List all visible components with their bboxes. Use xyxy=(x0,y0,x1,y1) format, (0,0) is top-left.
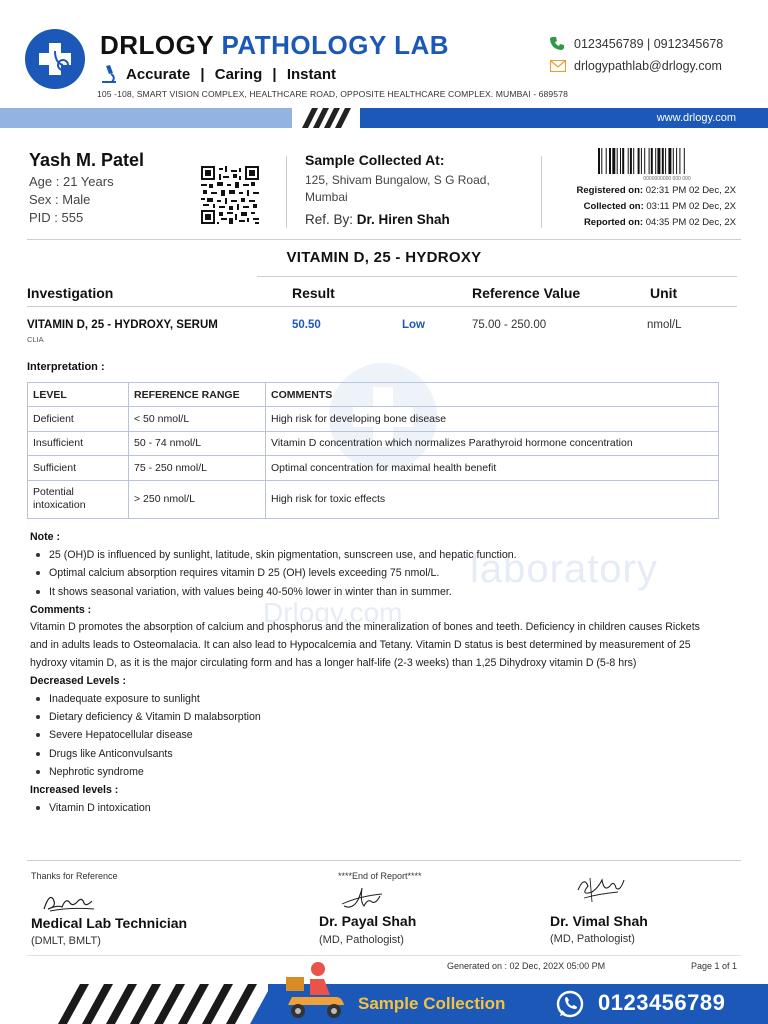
lab-email: drlogypathlab@drlogy.com xyxy=(550,59,722,73)
list-item: 25 (OH)D is influenced by sunlight, latitude, skin pigmentation, sunscreen use, and hepatic function. xyxy=(30,549,720,567)
sample-info xyxy=(305,152,535,227)
col-level: LEVEL xyxy=(28,383,129,407)
footer-stripes xyxy=(0,984,268,1024)
divider xyxy=(27,860,741,861)
test-result: 50.50 xyxy=(292,319,321,331)
page-number: Page 1 of 1 xyxy=(691,961,738,971)
patient-age: Age : 21 Years xyxy=(29,174,114,189)
note-list xyxy=(30,549,720,604)
thanks-text: Thanks for Reference xyxy=(31,871,118,881)
header-investigation: Investigation xyxy=(27,285,114,301)
doctor2-qualification: (MD, Pathologist) xyxy=(550,933,635,945)
lab-name: DRLOGY PATHOLOGY LAB xyxy=(100,30,449,60)
signature-doc2 xyxy=(570,870,632,910)
list-item: It shows seasonal variation, with values being 40-50% lower in winter than in summer. xyxy=(30,586,720,604)
interpretation-title: Interpretation : xyxy=(27,361,105,373)
col-comments: COMMENTS xyxy=(266,383,719,407)
divider xyxy=(286,156,287,228)
barcode-number: 0000000000 000 000 xyxy=(643,176,691,182)
lab-header xyxy=(0,0,768,108)
doctor1-qualification: (MD, Pathologist) xyxy=(319,934,404,946)
footer-banner xyxy=(0,984,768,1024)
patient-sex: Sex : Male xyxy=(29,192,91,207)
decreased-title: Decreased Levels : xyxy=(30,674,126,687)
interpretation-table xyxy=(27,382,719,519)
referred-by: Ref. By: Dr. Hiren Shah xyxy=(305,212,450,227)
banner-stripes xyxy=(296,108,366,128)
header-result: Result xyxy=(292,285,335,301)
test-name: VITAMIN D, 25 - HYDROXY, SERUM xyxy=(27,319,218,331)
sample-title: Sample Collected At: xyxy=(305,152,445,168)
table-row: Potential intoxication > 250 nmol/L High risk for toxic effects xyxy=(28,480,719,518)
comments-text: Vitamin D promotes the absorption of calcium and phosphorus and the mineralization of bones and teeth. Deficiency in children causes Rickets and in adults leads to Osteomalacia. It can also lead to Hypocalcemia and Tetany. Vitamin D status is best determined by measurement of 25 hydroxy vitamin D, as it is the major circulating form and has a longer half-life (2-3 weeks) than 1,25 Dihydroxy vitamin D (5-8 hrs) xyxy=(30,620,700,670)
list-item: Severe Hepatocellular disease xyxy=(30,729,720,747)
technician-name: Medical Lab Technician xyxy=(31,915,188,931)
watermark-text: laboratory xyxy=(470,547,658,591)
mail-icon xyxy=(550,60,566,72)
list-item: Nephrotic syndrome xyxy=(30,766,720,784)
list-item: Optimal calcium absorption requires vitamin D 25 (OH) levels exceeding 75 nmol/L. xyxy=(30,567,720,585)
watermark-site: Drlogy.com xyxy=(263,597,403,628)
table-row: Sufficient 75 - 250 nmol/L Optimal concentration for maximal health benefit xyxy=(28,456,719,481)
table-row: Insufficient 50 - 74 nmol/L Vitamin D concentration which normalizes Parathyroid hormone concentration xyxy=(28,431,719,456)
phone-icon xyxy=(550,36,566,52)
lab-tagline: Accurate | Caring | Instant xyxy=(100,64,336,84)
lab-logo xyxy=(25,29,85,89)
sample-address: 125, Shivam Bungalow, S G Road, Mumbai xyxy=(305,173,490,204)
list-item: Drugs like Anticonvulsants xyxy=(30,748,720,766)
patient-info xyxy=(29,150,144,225)
test-title: VITAMIN D, 25 - HYDROXY xyxy=(286,249,482,266)
doctor2-name: Dr. Vimal Shah xyxy=(550,913,648,929)
test-unit: nmol/L xyxy=(647,319,682,331)
divider xyxy=(257,276,737,277)
lab-address: 105 -108, SMART VISION COMPLEX, HEALTHCARE ROAD, OPPOSITE HEALTHCARE COMPLEX. MUMBAI - 689578 xyxy=(97,89,568,99)
barcode xyxy=(598,148,736,174)
list-item: Inadequate exposure to sunlight xyxy=(30,693,720,711)
comments-title: Comments : xyxy=(30,603,92,616)
footer-phone[interactable]: 0123456789 xyxy=(598,990,726,1015)
list-item: Vitamin D intoxication xyxy=(30,802,720,820)
increased-list xyxy=(30,802,720,820)
test-reference: 75.00 - 250.00 xyxy=(472,319,547,331)
table-header-row xyxy=(28,383,719,407)
list-item: Dietary deficiency & Vitamin D malabsorption xyxy=(30,711,720,729)
header-unit: Unit xyxy=(650,285,678,301)
table-row: Deficient < 50 nmol/L High risk for developing bone disease xyxy=(28,407,719,432)
generated-on: Generated on : 02 Dec, 202X 05:00 PM xyxy=(447,961,606,971)
signature-technician xyxy=(40,889,102,915)
qr-code xyxy=(201,166,259,224)
patient-pid: PID : 555 xyxy=(29,210,84,225)
decreased-list xyxy=(30,693,720,784)
col-range: REFERENCE RANGE xyxy=(129,383,266,407)
notes-section xyxy=(30,531,720,821)
header-banner xyxy=(0,108,768,128)
result-flag: Low xyxy=(402,319,425,331)
doctor1-name: Dr. Payal Shah xyxy=(319,913,417,929)
delivery-scooter-icon xyxy=(284,959,350,1023)
microscope-icon xyxy=(100,64,118,84)
lab-website[interactable]: www.drlogy.com xyxy=(656,112,736,124)
sample-collection-label: Sample Collection xyxy=(358,994,506,1013)
signature-doc1 xyxy=(340,884,384,914)
whatsapp-icon xyxy=(555,989,585,1019)
increased-title: Increased levels : xyxy=(30,784,119,797)
patient-name: Yash M. Patel xyxy=(29,150,145,170)
test-method: CLIA xyxy=(27,335,44,344)
divider xyxy=(27,239,741,240)
report-dates: Registered on: 02:31 PM 02 Dec, 2X Collected on: 03:11 PM 02 Dec, 2X Reported on: 04:35 PM 02 Dec, 2X xyxy=(576,185,736,228)
lab-phone: 0123456789 | 0912345678 xyxy=(550,36,723,52)
divider xyxy=(27,955,741,956)
divider xyxy=(541,156,542,228)
end-of-report: ****End of Report**** xyxy=(338,871,422,881)
technician-qualification: (DMLT, BMLT) xyxy=(31,935,101,947)
divider xyxy=(27,306,737,307)
header-reference: Reference Value xyxy=(472,285,581,301)
note-title: Note : xyxy=(30,531,61,543)
